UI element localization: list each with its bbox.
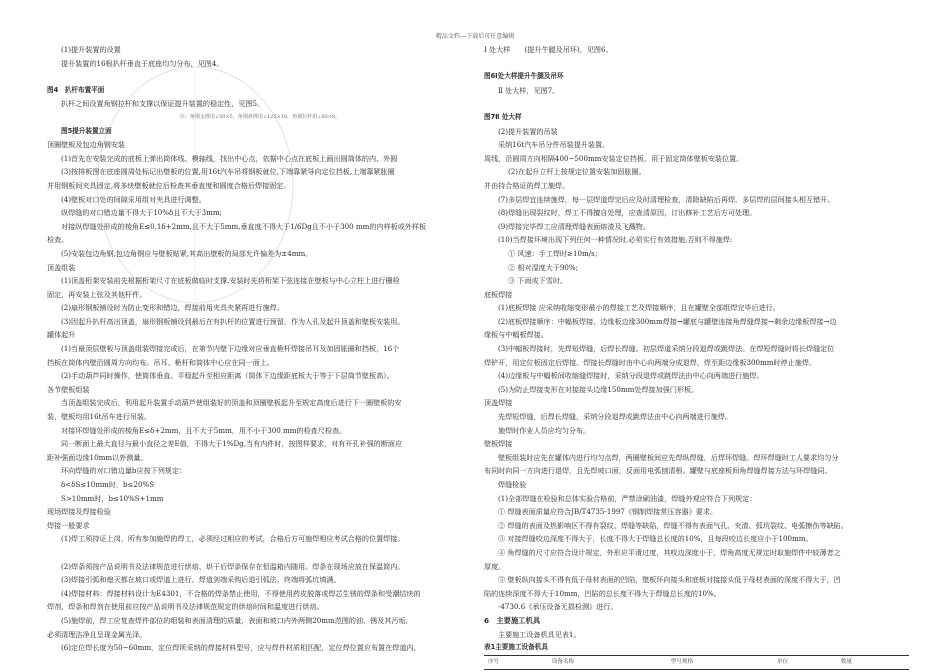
right-text-line: 先焊短焊缝，后焊长焊缝，采纳分段退焊或跳焊法由中心向两端进行施焊。: [498, 412, 733, 422]
left-text-line: (5)施焊前，焊工应复查焊件部位的组装和表面清理的质量，表面和坡口内外两侧20mm范围的油、锈及其污垢,: [61, 615, 408, 625]
right-text-line: (3)中幅板焊接时，先焊短焊缝，后焊长焊缝。初层焊道采纳分段退焊或跳焊法。在焊短焊缝时将长焊缝定位: [498, 344, 835, 354]
left-text-line: 环向焊缝的对口错边量b应按下列规定：: [61, 466, 187, 476]
left-text-line: (3)焊接引弧和熄灭都在坡口或焊道上进行。焊道剑端采购后退引弧法，终端将弧坑填满。: [61, 575, 341, 585]
left-text-line: (2)手动葫芦同时操作，使筒体垂直、平稳起升至相应距离（筒体下边缘距底板大于等于下层筒节壁板高）。: [61, 371, 394, 381]
right-text-line: 陷的连续深度不得大于10mm，凹陷的总长度不得大于焊缝总长度的10%。: [484, 588, 721, 598]
right-text-line: (7)多层焊宜连续施焊，每一层焊道焊完后应及时清理检查，清除缺陷后再焊。多层焊的层间接头相互错开。: [498, 194, 835, 204]
right-text-line: [484, 57, 909, 71]
left-text-line: 罐体起升: [47, 330, 76, 340]
right-text-line: ③ 下雨或下雪时。: [508, 276, 568, 286]
left-text-line: 对接环焊缝处形成的棱角E≤δ+2mm，且不大于5mm，用不小于300 mm的检查尺检查。: [61, 425, 347, 435]
left-text-line: 注：角钢支撑用∠50×5，角钢斜撑用∠125×10，角钢拉杆用∠80×8。: [179, 113, 341, 120]
left-text-line: 并用钢板间夹具固定,将多块壁板就位后检查其垂直度和圆度合格后焊接固定。: [47, 180, 291, 190]
col-header-unit: 单位: [773, 655, 837, 670]
equipment-table: [484, 655, 909, 671]
right-column: [484, 43, 909, 670]
left-text-line: (2)焊条须按产品说明书及法律规范进行烘焙、烘干后焊条保存在恒温箱内随用。焊条在现场应放在保温筒内。: [61, 561, 405, 571]
left-text-line: 各节壁板组装: [47, 384, 90, 394]
right-text-line: (1)全部焊缝在检验和总体实验合格前，严禁涂刷油漆，焊缝外观应符合下列规定：: [498, 493, 757, 503]
right-text-line: ② 相对湿度大于90%;: [508, 262, 579, 272]
right-text-line: 厚度。: [484, 561, 506, 571]
left-column: [47, 43, 473, 655]
right-text-line: (4)边缘板与中幅板间收缩缝焊接时，采纳分段退焊或跳焊法由中心向两端进行施焊。: [498, 371, 764, 381]
left-text-line: 提升装置的16根扒杆垂直于底座均匀分布，见图4。: [61, 58, 224, 68]
left-text-line: [47, 546, 473, 560]
left-text-line: δ<δS≤10mm时，b≤20%S: [61, 480, 155, 489]
col-header-qty: 数量: [837, 655, 909, 670]
right-text-line: 周线，沿圆周方向相隔400~500mm安装定位挡板，用于固定筒体壁板安装位置。: [484, 153, 744, 163]
right-text-line: ④ 角焊缝的尺寸应符合设计规定，外形应平滑过度，其咬边深度小于，焊角高度无规定时取施焊件中较薄者之: [498, 547, 841, 557]
col-header-spec: 型号规格: [667, 655, 773, 670]
left-text-line: 必须清理洁净且呈现金属光泽。: [47, 629, 147, 639]
left-text-line: (4)焊接材料：焊接材料设计为E4301，不合格的焊条禁止使用，不得使用药皮脱落或焊芯生锈的焊条和受潮结块的: [61, 588, 421, 598]
left-text-line: [47, 70, 473, 84]
left-text-line: 纵焊缝的对口错边量不得大于10%δ且不大于3mm;: [61, 208, 222, 218]
right-text-line: (10)当焊接环境出现下列任何一种情况时,必须实行有效措施,否则不得施焊:: [498, 235, 733, 245]
right-text-line: 底板焊接: [484, 289, 513, 299]
right-text-line: ② 焊缝的表面及热影响区不得有裂纹、焊缝等缺陷，焊缝不得有表面气孔、夹渣、弧坑裂纹、电弧擦伤等缺陷。: [498, 520, 848, 530]
left-text-line: 扒杆之间设置角钢拉杆和支撑以保证提升装置的稳定性，见图5。: [61, 99, 265, 109]
right-text-line: -4730.6《承压设备无损检测》进行。: [498, 602, 618, 612]
left-text-line: (6)定位焊长度为50~60mm，定位焊所采纳的焊接材料型号，应与焊件材质相匹配，定位焊位置应布置在焊道内，: [61, 643, 421, 653]
right-text-line: ③ 对接焊缝咬边深度不得大于，长度不得大于焊缝总长度的10%，且每段咬边长度应小于100mm。: [498, 534, 813, 544]
right-text-line: 焊缝检验: [498, 480, 527, 489]
left-text-line: 装，壁板均用16t吊车进行吊装。: [47, 412, 152, 422]
right-text-line: (2)提升装置的吊装: [498, 126, 558, 136]
left-text-line: (3)因起升扒杆高出顶盖，扇形钢板铺设到最后在有扒杆的位置进行预留，作为人孔及起升顶盖和壁板安装用。: [61, 316, 405, 326]
left-text-line: 图5提升装置立面: [61, 126, 112, 135]
left-text-line: (3)按排板图在底座圆周处标记出壁板的位置,用16t汽车吊将钢板就位,下端靠紧导向定位挡板,上端靠紧胀圈: [61, 167, 395, 177]
right-text-line: 采纳16t汽车吊分件吊装提升装置。: [498, 140, 610, 150]
left-text-line: (5)安装包边角钢,包边角钢应与壁板贴紧,其高出壁板的局部允许偏差为±4mm。: [61, 248, 313, 258]
left-text-line: (2)扇形钢板铺设时为防止变形和错边，焊接前用夹具夹紧再进行施焊。: [61, 303, 284, 313]
right-text-line: Ⅰ 处大样 (提升牛腿及吊环)，见图6。: [484, 45, 613, 54]
left-text-line: (1)焊工须持证上岗，所有参加施焊的焊工，必须经过相应的考试，合格后方可施焊相应考试合格的位置焊接。: [61, 534, 405, 544]
right-text-line: (2)在起升立杆上按规定位置安装加固胀圈。: [508, 167, 646, 177]
col-header-name: 设备名称: [548, 655, 667, 670]
right-text-line: 布同时向同一方向进行退焊，且先焊坡口面，反面用电弧刨清根。罐壁与底座板间角焊缝焊接方法与环焊缝同。: [484, 466, 832, 476]
table-header-row: [484, 655, 909, 670]
left-text-line: (1)首先在安装完成的底板上弹出筒体线、模轴线，找出中心点，依据中心点在底板上画出圆筒体的内、外圆: [61, 153, 398, 163]
page-header: 精品文档---下载后可任意编辑: [435, 33, 515, 40]
right-text-line: 壁板焊接: [484, 439, 513, 449]
right-text-line: [484, 97, 909, 111]
col-header-no: 序号: [484, 655, 548, 670]
right-text-line: 表1主要施工设备机具: [484, 643, 548, 652]
left-text-line: 当顶盖组装完成后，利用起升装置手动葫芦使组装好的顶盖和顶圈壁板起升至规定高度后进行下一圈壁板的安: [61, 398, 402, 408]
right-text-line: (2)底板焊接顺序：中幅板焊接、边缘板边缘300mm焊接→罐底与罐壁连接角焊缝焊接→剩余边缘板焊接→边: [498, 316, 837, 326]
left-text-line: 顶盖组装: [47, 262, 76, 272]
left-text-line: 现场焊接及焊接检验: [47, 507, 111, 517]
left-text-line: 焊剂，焊条和焊剂在使用前应按产品说明书及法律规范规定的烘焙时间和温度进行烘焙。: [47, 602, 324, 612]
right-text-line: 顶盖焊接: [484, 398, 513, 408]
right-text-line: (8)焊缝出现裂纹时，焊工不得擅自处理，应查清原因，订出修补工艺后方可处理。: [498, 208, 757, 218]
right-text-line: 缘板与中幅板焊接。: [484, 330, 548, 340]
right-text-line: (1)底板焊接 应采纳收缩变形最小的焊接工艺及焊接顺序，且在罐壁全部组焊完毕后进行。: [498, 303, 780, 313]
right-text-line: 焊铲开，用定位板固定后焊接。焊接长焊缝时由中心向两端分成退焊，焊至距边缘板300mm时停止施焊。: [484, 357, 817, 367]
left-text-line: 距补强面边缘10mm以外测量。: [47, 452, 148, 462]
right-text-line: ① 风速：手工焊时≥10m/s；: [508, 248, 602, 258]
left-text-line: (1)顶盖桁架安装前先根据桁架尺寸在底板做临时支撑.安装时先将桁架下弦连接在壁板与中心立柱上进行栅栓: [61, 276, 400, 286]
right-text-line: 壁板组装时应先在罐体内进行均匀点焊，两圈壁板间应先焊纵焊缝，后焊环焊缝。焊环焊缝时工人要求均匀分: [498, 452, 839, 462]
right-text-line: 主要施工设备机具见表1。: [498, 629, 581, 639]
left-text-line: (4)壁板对口处的间隙采用组对夹具进行调整。: [61, 194, 206, 204]
right-text-line: 图6Ⅰ处大样提升牛腿及吊环: [484, 72, 564, 81]
left-text-line: 顶圈壁板及包边角钢安装: [47, 140, 126, 150]
right-text-line: ① 焊缝表面质量应符合JB/T4735-1997《钢制焊接常压容器》要求。: [498, 507, 718, 517]
right-text-line: 图7Ⅱ 处大样: [484, 112, 522, 121]
right-text-line: 6 主要施工机具: [484, 615, 541, 625]
left-text-line: 同一断面上最大直径与最小直径之差E值，不得大于1%Dg,当有内件时，按图样要求，对有开孔补强的断面应: [61, 439, 403, 449]
right-text-line: Ⅱ 处大样，见图7。: [498, 85, 560, 95]
left-text-line: 挡板在筒体内壁沿圆周方向均布。吊耳、桅杆和筒体中心应在同一面上。: [47, 357, 274, 367]
right-text-line: ⑤ 壁板纵向接头不得有低于母材表面的凹陷，壁板环向接头和底板对接接头低于母材表面的深度不得大于，凹: [498, 575, 841, 585]
left-text-line: (1)当最顶层壁板与顶盖组装焊接完成后，在第节内壁下边缘对应垂直桅杆焊接吊耳及加固胀圈和挡板，16个: [61, 344, 400, 354]
left-text-line: 检查。: [47, 235, 69, 245]
left-text-line: 焊接一般要求: [47, 520, 90, 530]
right-text-line: (5)为防止焊接变形在对接接头边缘150mm处焊接加强门形板。: [498, 384, 699, 394]
left-text-line: 固定，再安装上弦及其他杆件。: [47, 289, 147, 299]
right-text-line: 施焊时作业人员应均匀分布。: [498, 425, 591, 435]
left-text-line: S>10mm时，b≤10%S+1mm: [61, 493, 164, 503]
right-text-line: (9)焊接完毕焊工应清理焊缝表面熔渣及飞溅物。: [498, 221, 650, 231]
right-text-line: 并由持合格证的焊工施焊。: [484, 180, 570, 190]
left-text-line: 对接纵焊缝处形成的棱角E≤0.1δ+2mm,且不大于5mm,垂直度不得大于1/6Dg且不小于300 mm的内样板或外样板: [61, 221, 427, 231]
left-text-line: (1)提升装置的设置: [61, 45, 121, 54]
left-text-line: 图4 扒杆布置平面: [47, 85, 105, 94]
